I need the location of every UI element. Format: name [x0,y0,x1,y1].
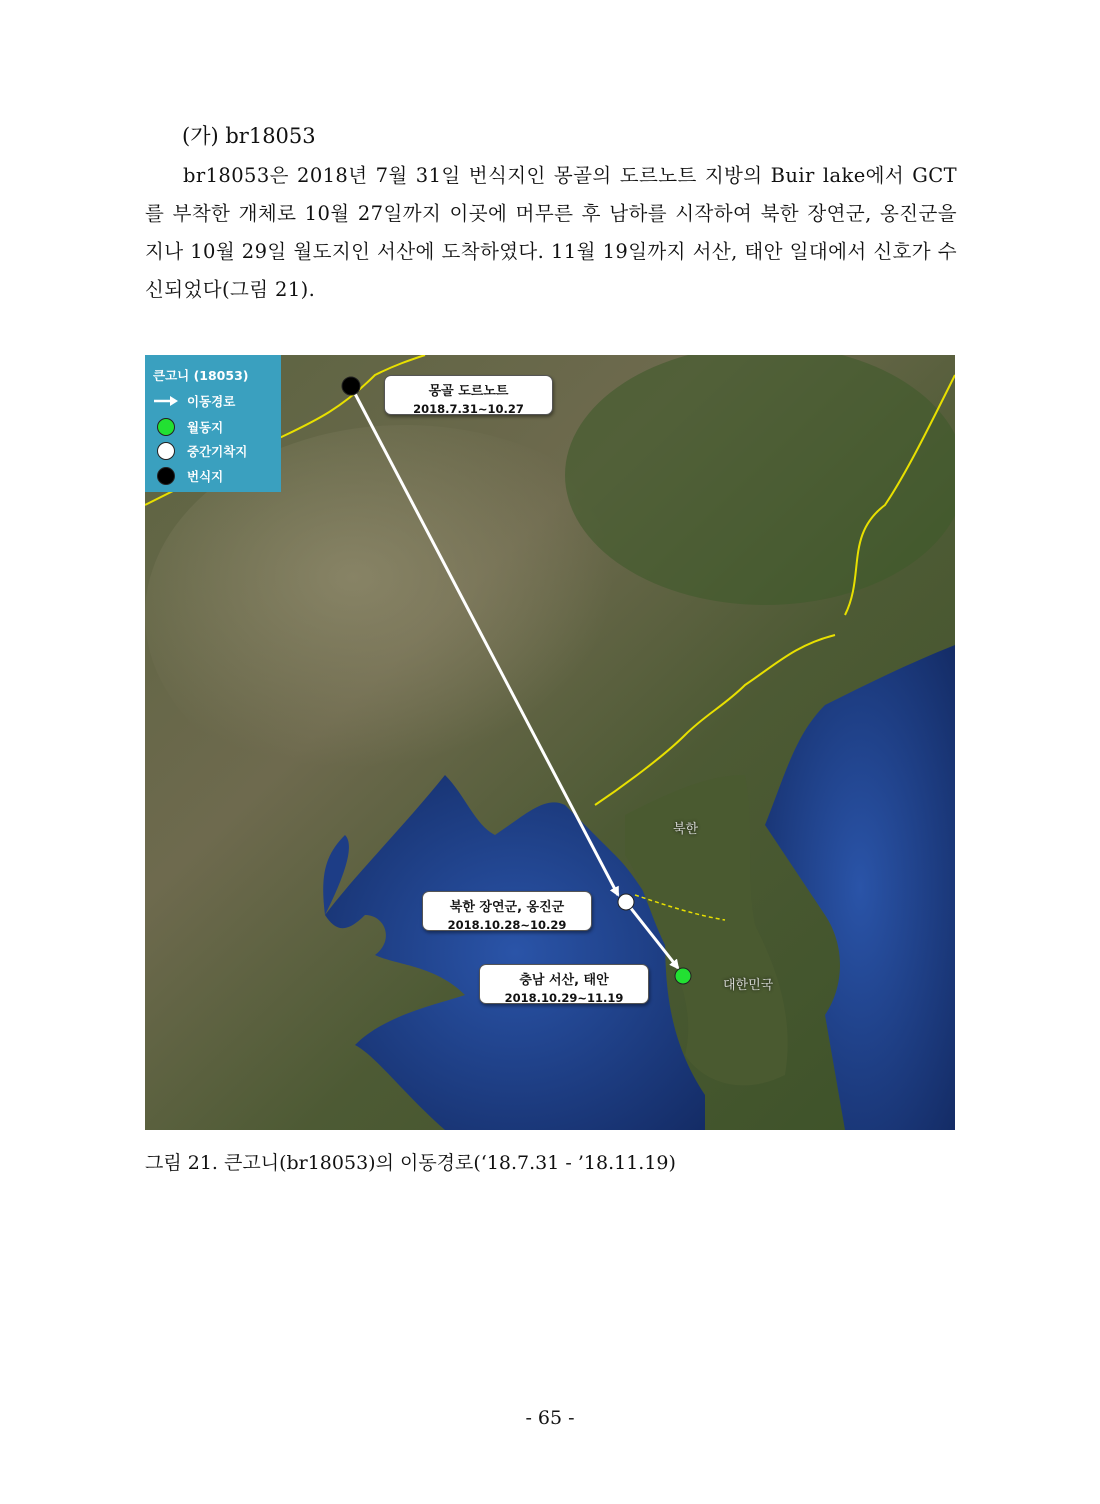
callout-wintering-date: 2018.10.29~11.19 [504,991,624,1005]
breeding-site-marker [342,377,360,395]
region-label-north-korea: 북한 [673,822,699,837]
callout-stopover-name: 북한 장연군, 옹진군 [449,900,565,915]
legend-item-route [153,392,235,410]
legend-title: 큰고니 (18053) [153,368,249,383]
white-dot-icon [157,442,175,460]
migration-map-figure [145,355,955,1130]
black-dot-icon [157,467,175,485]
white-arrow-icon [153,392,179,410]
section-heading: (가) br18053 [182,124,316,148]
callout-wintering-site [479,964,649,1004]
callout-wintering-name: 충남 서산, 태안 [519,973,609,988]
callout-breeding-date: 2018.7.31~10.27 [413,402,524,416]
legend-label-stopover: 중간기착지 [187,444,248,459]
body-paragraph: br18053은 2018년 7월 31일 번식지인 몽골의 도르노트 지방의 Buir lake에서 GCT를 부착한 개체로 10월 27일까지 이곳에 머무른 후 남하를 시작하여 북한 장연군, 옹진군을 지나 10월 29일 월도지인 서산에 도착하였다. 11월 19일까지 서산, 태안 일대에서 신호가 수신되었다(그림 21). [145,164,957,301]
region-label-south-korea: 대한민국 [723,978,774,993]
green-dot-icon [157,418,175,436]
legend-label-wintering: 월동지 [187,420,224,435]
callout-breeding-name: 몽골 도르노트 [428,384,509,399]
callout-stopover-site [422,891,592,931]
legend-label-breeding: 번식지 [187,469,224,484]
legend-item-wintering [153,418,223,436]
legend-item-stopover [153,442,247,460]
callout-stopover-date: 2018.10.28~10.29 [447,918,567,932]
legend-label-route: 이동경로 [187,394,236,409]
stopover-site-marker [618,894,634,910]
page-number: - 65 - [525,1407,575,1429]
callout-breeding-site [384,375,553,415]
wintering-site-marker [675,968,691,984]
figure-caption: 그림 21. 큰고니(br18053)의 이동경로(‘18.7.31 - ’18.11.19) [145,1152,676,1174]
map-legend [145,355,281,492]
legend-item-breeding [153,467,223,485]
